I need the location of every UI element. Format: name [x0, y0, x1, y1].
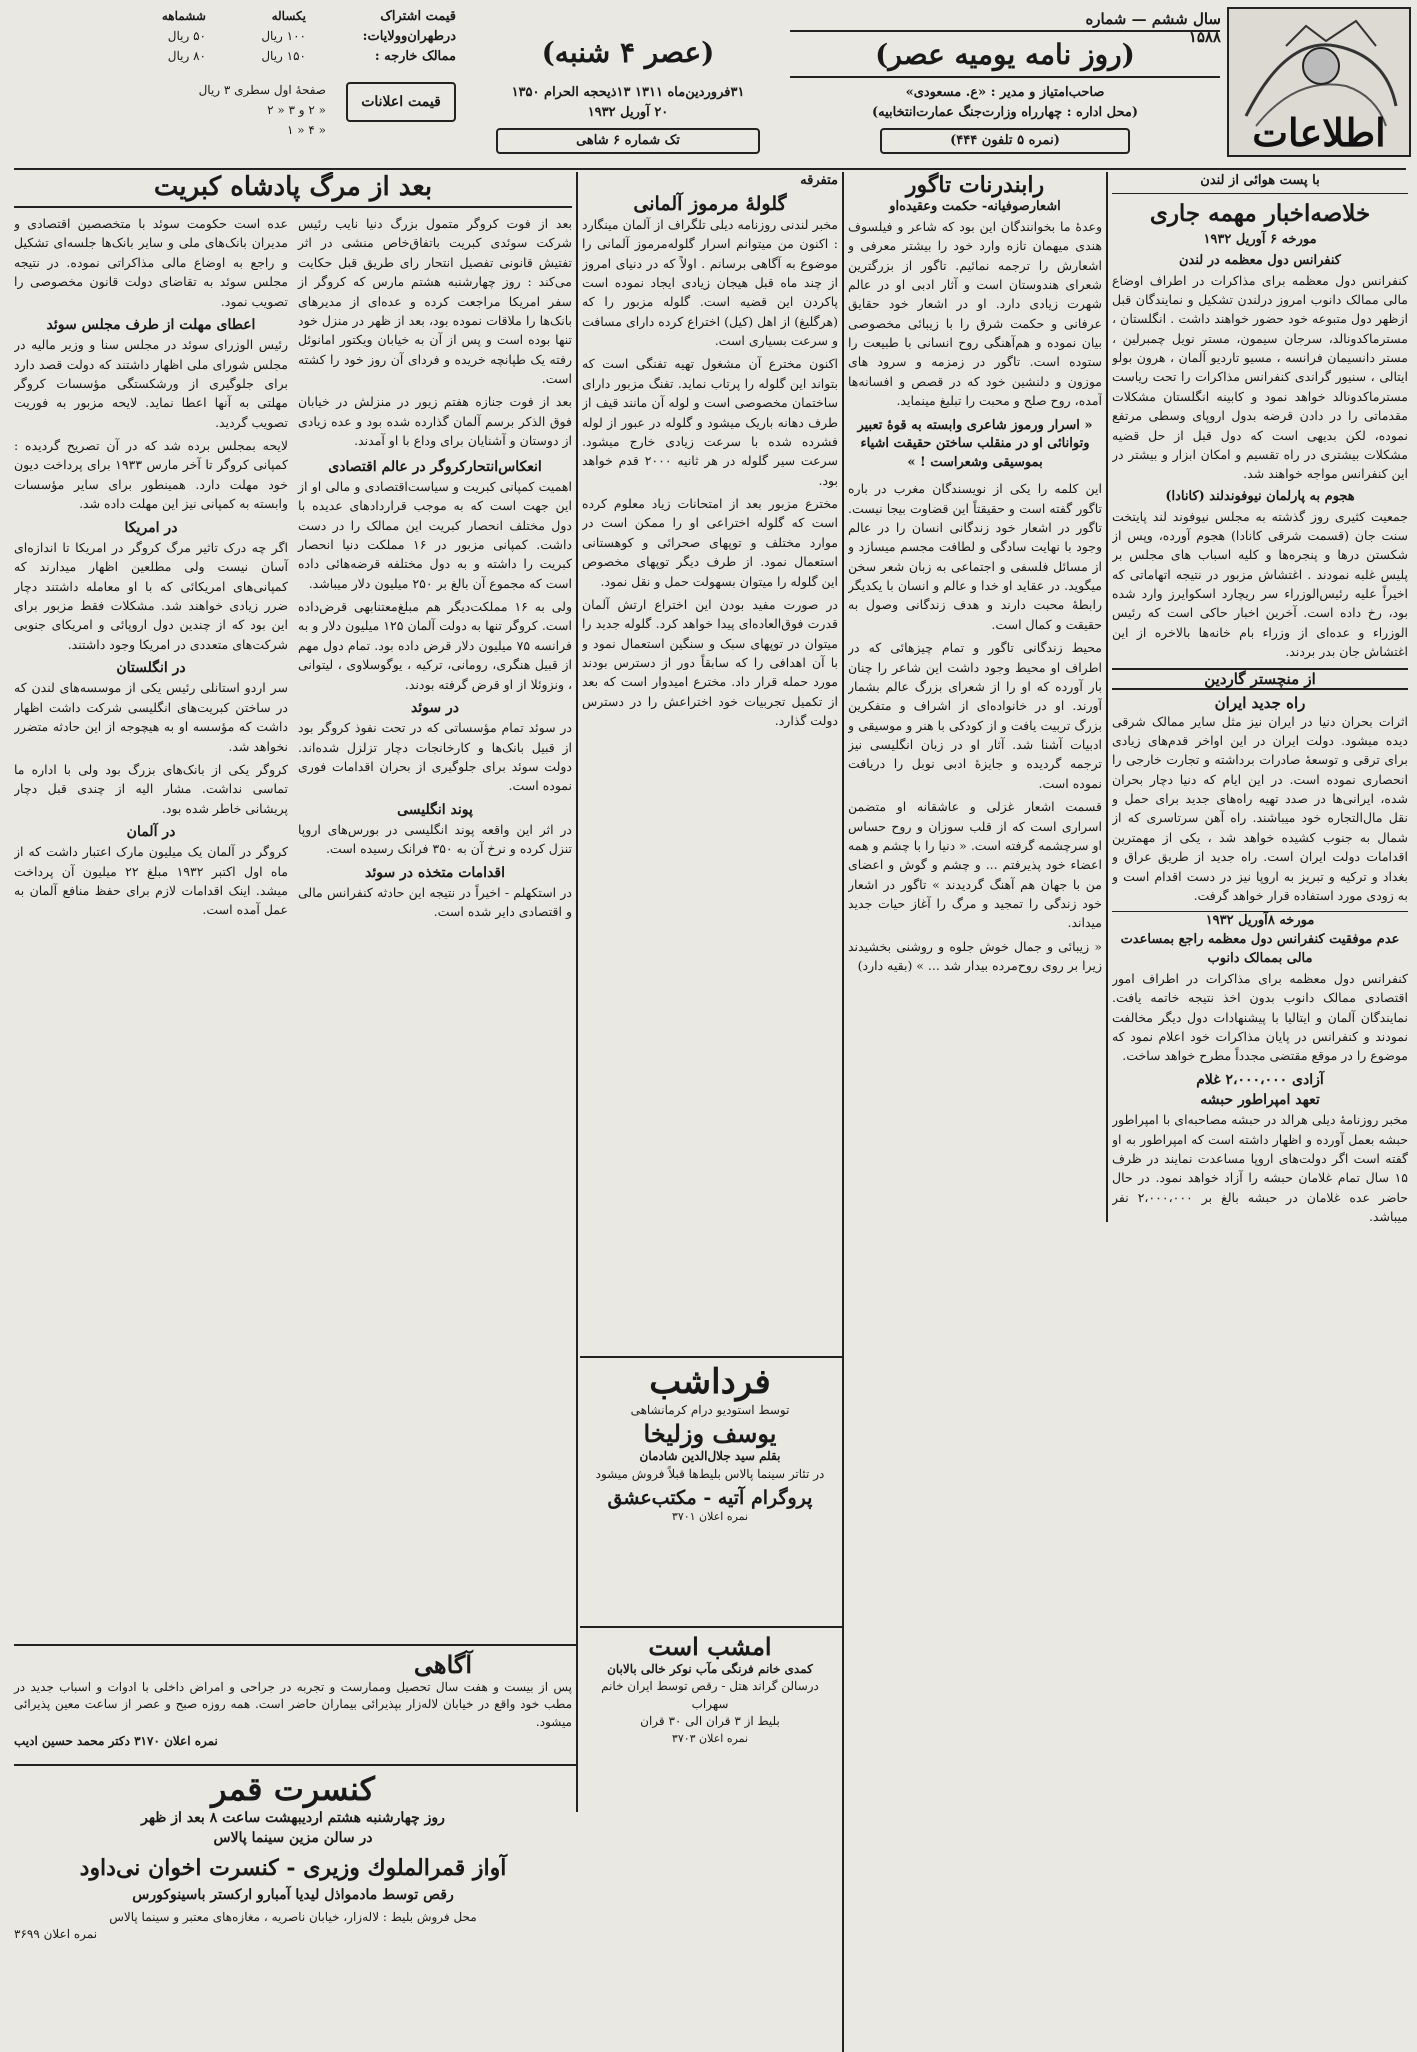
article-text: اکنون مخترع آن مشغول تهیه تفنگی است که بتواند این گلوله را پرتاب نماید. تفنگ مزبور دارای ساختمان مخصوصی است و لوله آن مانند قیف از طرف دهانه باریک میشود و گلوله در عبور از لوله فشرده شده با سرعت زیادی خارج میشود. سرعت سیر گلوله در هر ثانیه ۲۰۰۰ قدم خواهد بود. [582, 356, 838, 488]
ad-line: توسط استودیو درام کرمانشاهی [630, 1403, 790, 1417]
article-text: مخبر روزنامهٔ دیلی هرالد در حبشه مصاحبه‌ای با امپراطور حبشه بعمل آورده و اظهار داشته است که امپراطور به او گفته است اگر دولت‌های اروپا مساعدت نمایند در ظرف ۱۵ سال تمام غلامان حبشه را آزاد خواهد نمود. در حال حاضر عده غلامان در حبشه بالغ بر ۲،۰۰۰،۰۰۰ نفر میباشد. [1112, 1112, 1408, 1225]
domestic-label: درطهران‌وولایات: [362, 29, 456, 44]
ad-farda-shab [582, 1362, 838, 1622]
article-text: کنفرانس دول معظمه برای مذاکرات در اطراف اوضاع مالی ممالک دانوب امروز درلندن تشکیل و نمایندگان قبل ازظهر دول متبوعه خود حضور خواهند داشت . انگلستان ، مسترماکدونالد، سرجان سیمون، مستر نویل چمبرلین ، مستر دانسیمان فرانسه ، مسیو تاردیو آلمان ، هرون بولو ایتالی ، سنیور گراندی کنفرانس مذاکرات را تحت ریاست مسترماکدونالد خواهد نمود و کابینه انگلستان مشکلات مقدماتی را در دادن قرضه بدول اروپای وسطی مرتفع نموده، لکن بدیهی است که دول قبل از حل قضیه مشکلات بیشتری در راه تقسیم و امکان ابزار و بیشتر در این کنفرانس مواجه خواهند شد. [1112, 272, 1408, 482]
edition-banner [478, 30, 778, 78]
subhead: در انگلستان [116, 660, 186, 677]
domestic-half: ۵۰ ریال [167, 29, 206, 43]
subhead: اقدامات متخذه در سوئد [364, 864, 506, 881]
kreuger-headline: بعد از مرگ پادشاه کبریت [14, 172, 572, 208]
ad-rule [14, 1644, 576, 1646]
subhead: پوند انگلیسی [397, 801, 473, 818]
bullet-headline: گلولهٔ مرموز آلمانی [633, 192, 787, 215]
notice-sign: نمره اعلان ۳۱۷۰ دکتر محمد حسین ادیب [14, 1734, 218, 1749]
ad-line: کمدی خانم فرنگی مآب نوکر خالی بالابان [607, 1662, 813, 1676]
masthead [0, 0, 1417, 168]
concert-line: روز چهارشنبه هشتم اردیبهشت ساعت ۸ بعد از ظهر [141, 1810, 445, 1826]
single-issue-price: تک شماره ۶ شاهی [496, 128, 760, 154]
logo-lettering: اطلاعات [1252, 110, 1386, 155]
dateline: مورخه ۶ آوریل ۱۹۳۲ [1203, 231, 1317, 247]
column-rule [1106, 172, 1108, 1222]
pull-quote: « اسرار ورموز شاعری وابسته به قوهٔ تعبیر وتوانائی او در منقلب ساختن حقیقت اشیاء بموسیقی وشعراست ! » [857, 417, 1093, 471]
dateline: مورخه ۸آوریل ۱۹۳۲ [1112, 911, 1408, 931]
subhead: عدم موفقیت کنفرانس دول معظمه راجع بمساعدت مالی بممالک دانوب [1120, 932, 1400, 966]
ad-rule [580, 1356, 842, 1358]
article-text: قسمت اشعار غزلی و عاشقانه او متضمن اسراری است که از قلب سوزان و روح حساس او سرچشمه گرفته است. « دنیا را با چشم و همه اعضاء خود پذیرفتم ... و چشم و گوش و اعضای من با جهان هم آهنگ گردیدند » تاگور در اشعار خود زندگی را تمجید و مرگ را آغاز حیات جدید میداند. [848, 799, 1102, 931]
concert-title: کنسرت قمر [211, 1770, 375, 1808]
article-text: رئیس الوزرای سوئد در مجلس سنا و وزیر مالیه در مجلس شورای ملی اظهار داشتند که دولت قصد دارد برای جلوگیری از ورشکستگی مؤسسات کروگر مهلتی به آنها اعطا نماید. لایحه مزبور به فوریت تصویب گردید. [14, 337, 288, 430]
subhead: هجوم به پارلمان نیوفوندلند (کانادا) [1165, 488, 1355, 504]
tagore-headline: رابندرنات تاگور [905, 172, 1045, 198]
ad-rule [580, 1626, 842, 1628]
article-text: بعد از فوت کروگر متمول بزرگ دنیا نایب رئیس شرکت سوئدی کبریت باتفاق‌خاص منشی در اثر تفتیش قانونی تفصیل انتحار رای طریق قبل حکایت می‌کند : روز چهارشنبه هشتم مارس که کروگر از سفر امریکا مراجعت کرده و عده‌ای از مدیرهای بانک‌ها را ملاقات نموده بود، بعد از ظهر در منزل خود تنها بوده است و پس از آن به خیابان ویکتور امانوئل رفته یک طپانچه خریده و فردای آن روز خود را کشته است. [298, 216, 572, 386]
foreign-half: ۸۰ ریال [167, 49, 206, 63]
article-text: کروگر یکی از بانک‌های بزرگ بود ولی با اداره ما تماسی نداشت. مشار الیه از چندی قبل دچار پریشانی خاطر شده بود. [14, 761, 288, 816]
article-text: ولی به ۱۶ مملکت‌دیگر هم مبلغ‌معتنابهی قرض‌داده است. کروگر تنها به دولت آلمان ۱۲۵ میلیون دلار و به فرانسه ۷۵ میلیون دلار قرض داده بود. تمام دول مهم از قبیل هنگری، رومانی، ترکیه ، یوگوسلاوی ، لیتوانی ، ونزوئلا از او قرض گرفته بودند. [298, 599, 572, 692]
ad-play-title: یوسف وزلیخا [643, 1419, 777, 1449]
ad-tonight [582, 1632, 838, 1812]
article-text: در سوئد تمام مؤسساتی که در تحت نفوذ کروگر بود از قبیل بانک‌ها و کارخانجات دچار تزلزل شده‌اند. دولت سوئد برای جلوگیری از بحران اقدامات فوری نموده است. [298, 720, 572, 794]
paper-name-banner [790, 30, 1220, 78]
domestic-year: ۱۰۰ ریال [261, 29, 306, 43]
subhead: کنفرانس دول معظمه در لندن [1179, 252, 1341, 268]
article-text: محیط زندگانی تاگور و تمام چیزهائی که در اطراف او محیط وجود داشت این شاعر را چنان بار آورده که او را از شعرای بزرگ عالم بشمار آورند. او در خانواده‌ای از اشراف و متفکرین بزرگ تربیت یافت و از کودکی با هنر و موسیقی و ادبیات آشنا شد. آثار او در زبان انگلیسی نیز ترجمه گردیده و جایزهٔ ادبی نوبل را دریافت نموده است. [848, 640, 1102, 791]
article-text: در اثر این واقعه پوند انگلیسی در بورس‌های اروپا تنزل کرده و نرخ آن به ۳۵۰ فرانک رسیده است. [298, 822, 572, 857]
column-tagore [848, 172, 1102, 2042]
ad-rule [14, 1764, 576, 1766]
article-text: جمعیت کثیری روز گذشته به مجلس نیوفوند لند پایتخت سنت جان (قسمت شرقی کانادا) هجوم آورده، وپس از شکستن درها و پنجره‌ها و کلیه اسباب های مجلس بر پلیس غلبه نمودند . اغتشاش مزبور در نتیجه اتهاماتی که اخیراً علیه رئیس‌الوزراء سر ریچارد اسکوایرز وارد شده بود، رخ داده است. آخرین اخبار حاکی است که رئیس الوزراء و عده‌ای از وزراء بام خانه‌ها بالاخره از این اغتشاش جان بدر بردند. [1112, 508, 1408, 660]
main-headline: خلاصه‌اخبار مهمه جاری [1149, 199, 1371, 227]
ettelaat-logo [1226, 6, 1412, 158]
foreign-label: ممالک خارجه : [374, 49, 456, 64]
ad-number: نمره اعلان ۳۷۰۱ [671, 1510, 749, 1524]
masthead-rule [14, 168, 1406, 170]
article-text: کروگر در آلمان یک میلیون مارک اعتبار داشت که از ماه اول اکتبر ۱۹۳۲ مبلغ ۲۲ میلیون آن پرداخت میشد. اینک اقدامات لازم برای حفظ منافع آلمان به عمل آمده است. [14, 844, 288, 918]
article-text: مخترع مزبور بعد از امتحانات زیاد معلوم کرده است که گلوله اختراعی او را ممکن است در موارد مختلف و توپهای صحرائی و کوهستانی استعمال نمود. از طرف دیگر توپهای مخصوص این گلوله را میتوان بسهولت حمل و نقل نمود. [582, 496, 838, 589]
ads-line-1: صفحهٔ اول سطری ۳ ریال [198, 83, 326, 97]
concert-performers: آواز قمرالملوك وزیری - کنسرت اخوان نی‌داود [79, 1854, 507, 1881]
subscription-box [76, 8, 456, 158]
concert-line: در سالن مزین سینما پالاس [213, 1830, 373, 1847]
subhead: در امریکا [124, 519, 178, 536]
article-text: در استکهلم - اخیراً در نتیجه این حادثه کنفرانس مالی و اقتصادی دایر شده است. [298, 885, 572, 920]
subhead: تعهد امپراطور حبشه [1200, 1091, 1320, 1108]
article-text: بعد از فوت جنازه هفتم زیور در منزلش در خیابان فوق الذکر برسم آلمان گذارده شده بود و عده زیادی از دوستان و آشنایان برای وداع با او آمدند. [298, 394, 572, 449]
ad-title: امشب است [648, 1632, 772, 1661]
subhead: در سوئد [410, 699, 460, 716]
notice-text: پس از بیست و هفت سال تحصیل وممارست و تجربه در جراحی و امراض داخلی با ادوات و اسباب جدید در مطب خود واقع در خیابان لاله‌زار بپذیرائی بیماران حاضر است. همه روزه صبح و عصر از ساعت معین پذیرائی میشود. [14, 1680, 572, 1729]
section-head: از منچستر گاردین [1112, 668, 1408, 690]
article-text: عده است حکومت سوئد با متخصصین اقتصادی و مدیران بانک‌های ملی و سایر بانک‌ها جلسه‌ای تشکیل و راجع به اوضاع مالی مذاکراتی نموده. در نتیجه مجلس سوئد به تقاضای دولت قانون مخصوصی را تصویب نمود. [14, 216, 288, 309]
article-text: اثرات بحران دنیا در ایران نیز مثل سایر ممالک شرقی دیده میشود. دولت ایران در این اواخر قدم‌های زیادی برای ترقی و توسعهٔ صادرات برداشته و تجارت خارجی را انحصاری نموده است. در این ایام که دنیا دچار بحران شده، ایرانی‌ها در صدد تهیه راه‌های جدید برای حمل و نقل مال‌التجاره خود میباشند. راه آهن سرتاسری که از شمال به جنوب کشیده خواهد شد ، یکی از مهمترین اقدامات دولت ایران است. راه جدید از طریق عراق و بغداد و ترکیه و تبریز به اروپا نیز در دست اقدام است و به زودی مورد استفاده قرار خواهد گرفت. [1112, 713, 1408, 903]
ad-line: بقلم سید جلال‌الدین شادمان [639, 1449, 781, 1464]
section-kicker: متفرقه [800, 173, 838, 188]
article-text: مخبر لندنی روزنامه دیلی تلگراف از آلمان مینگارد : اکنون من میتوانم اسرار گلوله‌مرموز آلمانی را موضوع به آگاهی برسانم . اولاً که در دنیای امروز از چند ماه قبل هیجان زیادی ایجاد نموده است پاکردن این قضیه است. گلوله مزبور را که (هرگلیغ) از اهل (کیل) اختراع کرده دارای مسافت و سرعت بسیاری است. [582, 216, 838, 349]
ads-line-2: « ۲ و ۳ « ۲ [267, 103, 326, 117]
subhead: راه جدید ایران [1214, 693, 1306, 712]
paper-name: (روز نامه یومیه عصر) [875, 38, 1135, 71]
ads-price-title: قیمت اعلانات [346, 82, 456, 122]
ad-program: پروگرام آتیه - مکتب‌عشق [607, 1487, 813, 1510]
hijri-dates: ۳۱فروردین‌ماه ۱۳۱۱ ۱۳ذیحجه الحرام ۱۳۵۰ [511, 85, 745, 100]
column-miscellaneous [582, 172, 838, 1352]
concert-line: محل فروش بلیط : لاله‌زار، خیابان ناصریه ، مغازه‌های معتبر و سینما پالاس [109, 1909, 477, 1924]
article-text: این کلمه را یکی از نویسندگان مغرب در باره تاگور گفته است و حقیقتاً این قضاوت بیجا نیست. تاگور در اشعار خود زندگانی انسان را در عالم وجود با نهایت سادگی و لطافت مجسم میسازد و از مسائل فلسفی و اجتماعی به زبان شعر سخن میگوید. در عقاید او خدا و عالم و انسان با یکدیگر رابطهٔ محبت دارند و هدف زندگانی وصول به حقیقت و کمال است. [848, 481, 1102, 632]
kicker: با پست هوائی از لندن [1112, 172, 1408, 194]
kreuger-subcolumn-right [298, 214, 572, 922]
ads-line-3: « ۴ « ۱ [286, 123, 326, 137]
article-text: اهمیت کمپانی کبریت‌ و سیاست‌اقتصادی و مالی او از این جهت است که به موجب قراردادهای عدیده با دول مختلف انحصار کبریت این ممالک را در دست داشت. کمپانی مزبور در ۱۶ مملکت دنیا انحصار کبریت را داشته و به دول مختلفه قرضه‌هائی داده است که مجموع آن بالغ بر ۲۵۰ میلیون دلار میباشد. [298, 478, 572, 591]
ad-number: نمره اعلان ۳۷۰۳ [671, 1731, 749, 1745]
office-address: (محل اداره : چهارراه وزارت‌جنگ عمارت‌انتخابیه) [871, 105, 1139, 120]
ad-title: فرداشب [649, 1362, 771, 1402]
subhead: اعطای مهلت از طرف مجلس سوئد [46, 316, 256, 333]
column-rule [842, 172, 844, 2052]
article-text: اگر چه درک تاثیر مرگ کروگر در امریکا تا اندازه‌ای آسان نیست ولی مطلعین اظهار میدارند که کمپانی‌های امریکائی که با او معامله داشتند دچار ضرر زیادی خواهند شد. مشکلات فقط مزبور برای این بود که از چندین دول اروپائی و امریکای جنوبی شرکت‌های متعددی در امریکا وجود داشتند. [14, 539, 288, 652]
article-text: کنفرانس دول معظمه برای مذاکرات در اطراف امور اقتصادی ممالک دانوب بدون اخذ نتیجه خاتمه یافت. نمایندگان آلمان و ایتالیا با پیشنهادات دول دیگر مخالفت نمودند و کنفرانس در پایان مذاکرات خود اعلام نمود که موضوع را در موقع مقتضی مجدداً مطرح خواهد ساخت. [1112, 970, 1408, 1064]
concert-line: رقص توسط مادمواذل لیدیا آمبارو ارکستر باسینوکورس [132, 1886, 454, 1903]
ad-line: درسالن گراند هتل - رقص توسط ایران خانم سهراب [601, 1679, 819, 1711]
col-year: یکساله [271, 9, 306, 23]
subhead: انعکاس‌انتحار‌کروگر در عالم اقتصادی [328, 458, 542, 475]
subscription-title: قیمت اشتراک [380, 9, 456, 24]
article-text: در صورت مفید بودن این اختراع ارتش آلمان قدرت فوق‌العاده‌ای پیدا خواهد کرد. گلوله جدید را میتوان در توپهای سبک و سنگین استعمال نمود و با آن اهدافی را که سابقاً دور از دسترس بودند مورد حمله قرار داد. مخترع امیدوار است که بعد از تکمیل تجربیات خود اختراعش را در دسترس دولت گذارد. [582, 596, 838, 729]
article-text: سر اردو استانلی رئیس یکی از موسسه‌های لندن که در ساختن کبریت‌های انگلیسی شرکت داشت اظهار داشت که مؤسسه او به هیچوجه از این حادثه متضرر نخواهد شد. [14, 680, 288, 754]
column-rule [576, 172, 578, 1812]
tagore-subhead: اشعار‌صوفیانه- حکمت وعقیده‌او [889, 199, 1061, 214]
year-issue: سال ششم — شماره ۱۵۸۸ [1085, 10, 1221, 46]
col-half: ششماهه [161, 9, 206, 23]
ad-line: بلیط از ۳ قران الی ۳۰ قران [640, 1714, 780, 1729]
subhead: در آلمان [126, 824, 176, 841]
edition-day: (عصر ۴ شنبه) [541, 36, 715, 69]
gregorian-date: ۲۰ آوریل ۱۹۳۲ [587, 105, 669, 120]
column-kreuger [14, 172, 572, 1642]
ad-concert-qamar [14, 1770, 572, 2040]
article-text: « زیبائی و جمال خوش جلوه و روشنی بخشیدند زیرا بر روی روح‌مرده بیدار شد ... » (بقیه دارد) [848, 938, 1102, 974]
ad-notice [14, 1650, 572, 1760]
subhead: آزادی ۲،۰۰۰،۰۰۰ غلام [1196, 1071, 1324, 1088]
concert-number: نمره اعلان ۳۶۹۹ [14, 1927, 98, 1942]
notice-title: آگاهی [413, 1650, 472, 1679]
ad-line: در تئاتر سینما پالاس بلیط‌ها قبلاً فروش میشود [595, 1466, 825, 1481]
column-news-summary [1112, 172, 1408, 2042]
article-text: لایحه بمجلس برده شد که در آن تصریح گردیده : کمپانی کروگر تا آخر مارس ۱۹۳۳ برای پرداخت دیون خود مهلت دارد. همینطور برای سایر مؤسسات وابسته به کمپانی نیز این مهلت داده شد. [14, 438, 288, 512]
phone-box: (نمره ۵ تلفون ۴۴۴) [880, 128, 1130, 154]
kreuger-subcolumns [14, 214, 572, 922]
kreuger-subcolumn-left [14, 214, 288, 922]
article-text: وعدهٔ ما بخوانندگان این بود که شاعر و فیلسوف هندی میهمان تازه وارد خود را بیشتر معرفی و اشعارش را ترجمه نمائیم. تاگور از بزرگترین شعرای هندوستان است و آثار ادبی او در عالم شهرت زیادی دارد. او در اشعار خود حقایق عرفانی و حکمت شرق را با زیبائی مخصوصی بیان نموده و هم‌آهنگی روح انسانی با طبیعت را ستوده است. تاگور در زمزمه و سرود های موزون و دلنشین خود که در قصص و افسانه‌ها آمده، روح صلح و محبت را تبلیغ مینماید. [848, 218, 1102, 409]
editor-line: صاحب‌امتیاز و مدیر : «ع. مسعودی» [905, 85, 1105, 100]
foreign-year: ۱۵۰ ریال [261, 49, 306, 63]
